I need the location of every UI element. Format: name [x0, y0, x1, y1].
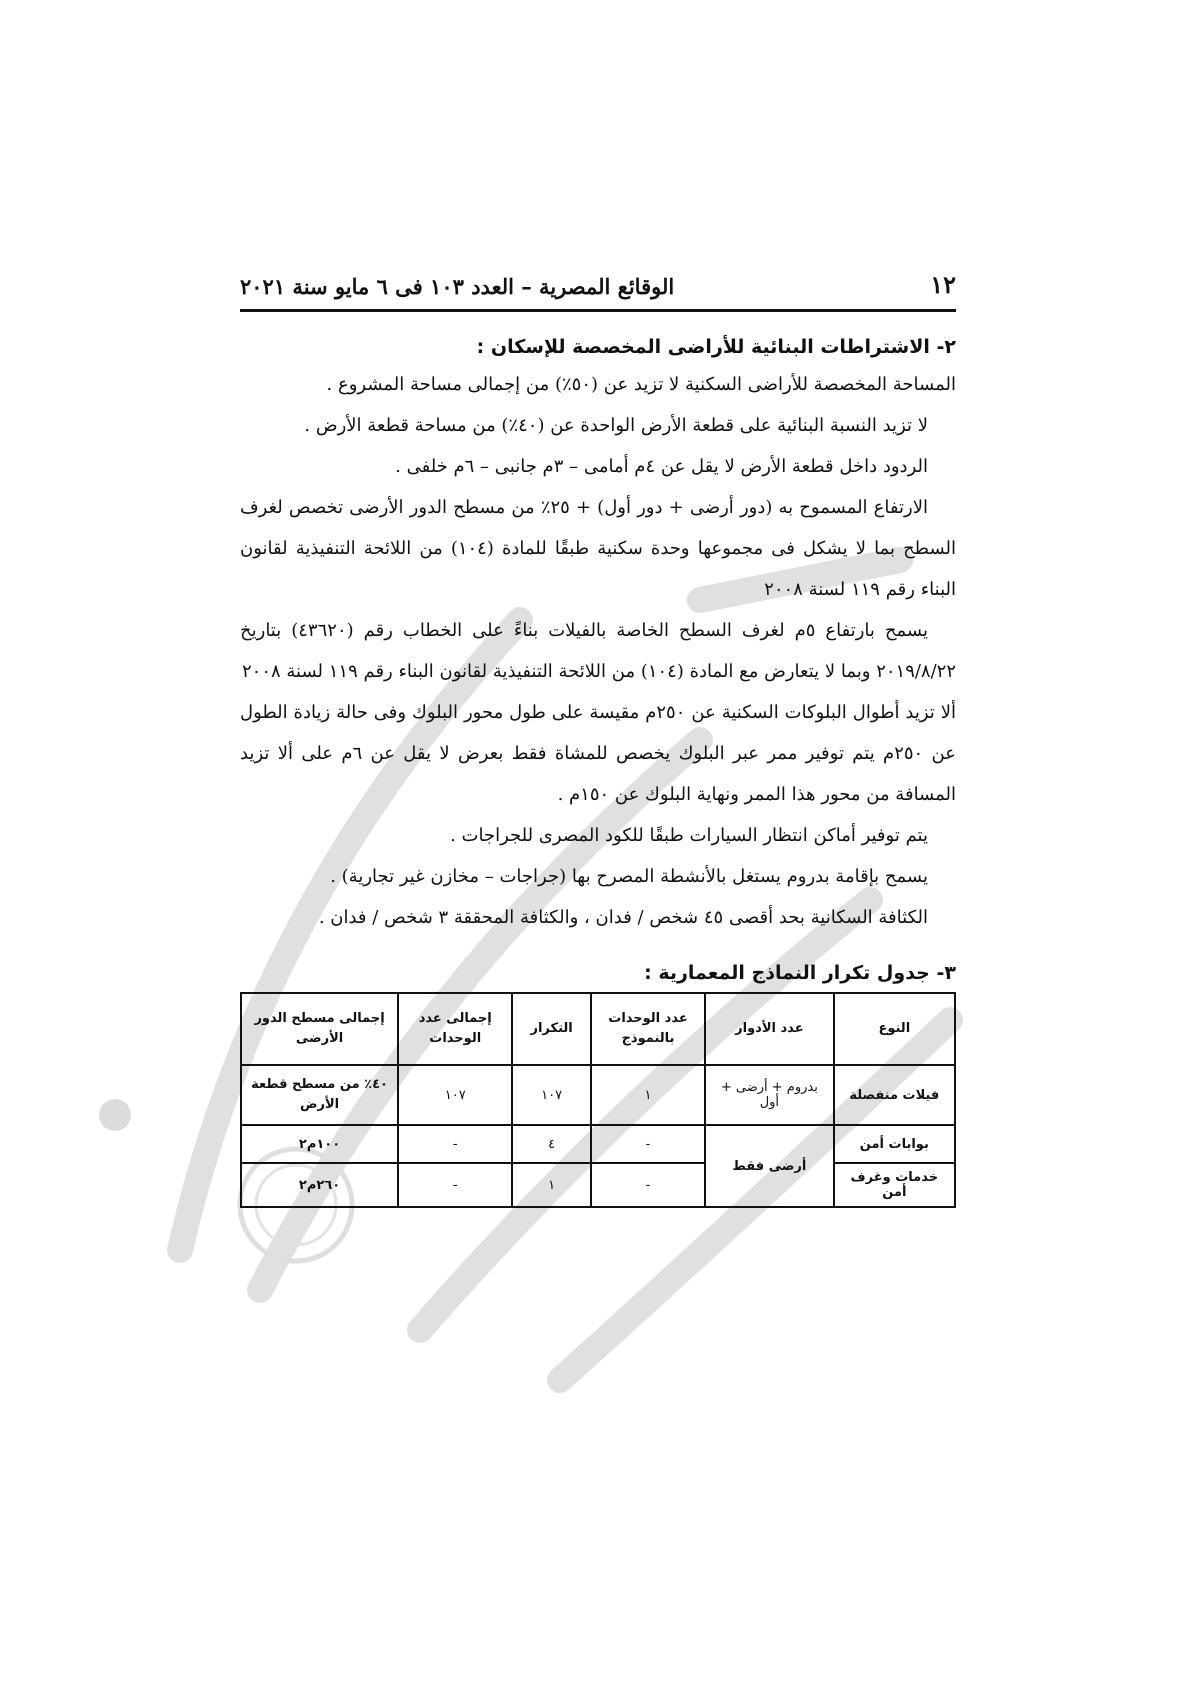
- table-row: [241, 1065, 955, 1125]
- cell-repetition: ١٠٧: [512, 1065, 591, 1125]
- page-number: ١٢: [930, 270, 956, 299]
- header-repetition: التكرار: [512, 993, 591, 1065]
- table-row: [241, 1163, 955, 1207]
- cell-total-units: ١٠٧: [398, 1065, 512, 1125]
- cell-type: خدمات وغرف أمن: [834, 1163, 955, 1207]
- header-type: النوع: [834, 993, 955, 1065]
- cell-repetition: ١: [512, 1163, 591, 1207]
- header-floors: عدد الأدوار: [705, 993, 834, 1065]
- cell-total-units: -: [398, 1163, 512, 1207]
- cell-ground-area: ٤٠٪ من مسطح قطعة الأرض: [241, 1065, 398, 1125]
- cell-type: بوابات أمن: [834, 1125, 955, 1163]
- paragraph: المساحة المخصصة للأراضى السكنية لا تزيد عن (٥٠٪) من إجمالى مساحة المشروع .: [326, 374, 956, 395]
- paragraph: يسمح بإقامة بدروم يستغل بالأنشطة المصرح بها (جراجات – مخازن غير تجارية) .: [330, 866, 928, 887]
- section-2-title: ٢- الاشتراطات البنائية للأراضى المخصصة للإسكان :: [476, 336, 956, 358]
- gazette-page: [240, 270, 956, 1208]
- paragraph: الارتفاع المسموح به (دور أرضى + دور أول) + ٢٥٪ من مسطح الدور الأرضى تخصص لغرف السطح بما لا يشكل فى مجموعها وحدة سكنية طبقًا للمادة (١٠٤) من اللائحة التنفيذية لقانون البناء رقم ١١٩ لسنة ٢٠٠٨: [240, 497, 956, 600]
- cell-units-per-model: ١: [591, 1065, 705, 1125]
- publication-title: الوقائع المصرية – العدد ١٠٣ فى ٦ مايو سنة ٢٠٢١: [240, 274, 675, 299]
- header-ground-area: إجمالى مسطح الدور الأرضى: [241, 993, 398, 1065]
- cell-type: فيلات منفصلة: [834, 1065, 955, 1125]
- table-row: [241, 1125, 955, 1163]
- cell-ground-area: ١٠٠م٢: [241, 1125, 398, 1163]
- table-header-row: [241, 993, 955, 1065]
- paragraph: يسمح بارتفاع ٥م لغرف السطح الخاصة بالفيلات بناءً على الخطاب رقم (٤٣٦٢٠) بتاريخ ٢٠١٩/٨/٢٢ وبما لا يتعارض مع المادة (١٠٤) من اللائحة التنفيذية لقانون البناء رقم ١١٩ لسنة ٢٠٠٨: [240, 620, 956, 682]
- section-3-title: ٣- جدول تكرار النماذج المعمارية :: [644, 962, 956, 984]
- cell-units-per-model: -: [591, 1163, 705, 1207]
- cell-units-per-model: -: [591, 1125, 705, 1163]
- cell-total-units: -: [398, 1125, 512, 1163]
- cell-ground-area: ٢٦٠م٢: [241, 1163, 398, 1207]
- page-header: [240, 270, 956, 312]
- paragraph: الكثافة السكانية بحد أقصى ٤٥ شخص / فدان ، والكثافة المحققة ٣ شخص / فدان .: [318, 907, 928, 928]
- paragraph: ألا تزيد أطوال البلوكات السكنية عن ٢٥٠م مقيسة على طول محور البلوك وفى حالة زيادة الطول عن ٢٥٠م يتم توفير ممر عبر البلوك يخصص للمشاة فقط بعرض لا يقل عن ٦م على ألا تزيد المسافة من محور هذا الممر ونهاية البلوك عن ١٥٠م .: [240, 702, 956, 805]
- paragraph: الردود داخل قطعة الأرض لا يقل عن ٤م أمامى – ٣م جانبى – ٦م خلفى .: [395, 456, 928, 477]
- header-total-units: إجمالى عدد الوحدات: [398, 993, 512, 1065]
- paragraph: يتم توفير أماكن انتظار السيارات طبقًا للكود المصرى للجراجات .: [450, 825, 928, 846]
- architectural-models-table: [240, 992, 956, 1208]
- paragraph: لا تزيد النسبة البنائية على قطعة الأرض الواحدة عن (٤٠٪) من مساحة قطعة الأرض .: [304, 415, 928, 436]
- cell-floors: أرضى فقط: [705, 1125, 834, 1207]
- header-units-per-model: عدد الوحدات بالنموذج: [591, 993, 705, 1065]
- cell-repetition: ٤: [512, 1125, 591, 1163]
- cell-floors: بدروم + أرضى + أول: [705, 1065, 834, 1125]
